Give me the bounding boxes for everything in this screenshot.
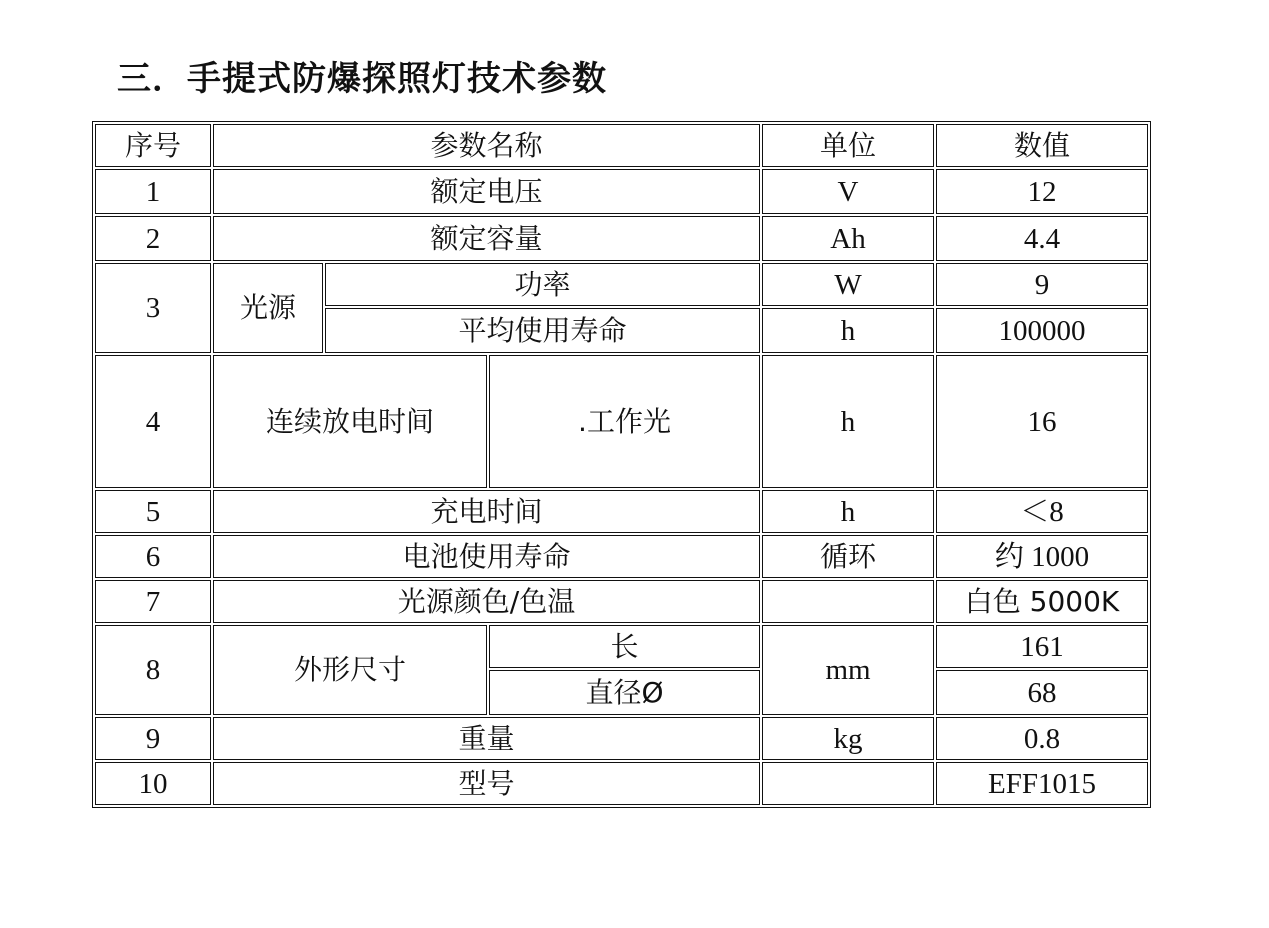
row-name: 额定容量 (213, 216, 760, 261)
row-index: 8 (95, 625, 211, 715)
row-sub-name: 长 (489, 625, 760, 668)
row-sub-name: 直径Ø (489, 670, 760, 715)
row-value: 约 1000 (936, 535, 1148, 578)
row-index: 5 (95, 490, 211, 533)
row-value: 161 (936, 625, 1148, 668)
row-value: 12 (936, 169, 1148, 214)
row-unit: W (762, 263, 934, 306)
row-index: 3 (95, 263, 211, 353)
row-sub-name: 功率 (325, 263, 760, 306)
row-index: 10 (95, 762, 211, 805)
row-unit: 循环 (762, 535, 934, 578)
table-row (95, 216, 1148, 261)
header-value: 数值 (936, 124, 1148, 167)
row-name: 额定电压 (213, 169, 760, 214)
row-value: EFF1015 (936, 762, 1148, 805)
row-unit: h (762, 308, 934, 353)
header-unit: 单位 (762, 124, 934, 167)
row-unit: Ah (762, 216, 934, 261)
row-name: 充电时间 (213, 490, 760, 533)
table-row (95, 490, 1148, 533)
row-value: 白色 5000K (936, 580, 1148, 623)
row-value: 16 (936, 355, 1148, 488)
row-value: 100000 (936, 308, 1148, 353)
row-index: 9 (95, 717, 211, 760)
table-row (95, 169, 1148, 214)
row-group-label: 外形尺寸 (213, 625, 487, 715)
row-value: 9 (936, 263, 1148, 306)
row-name: 连续放电时间 (213, 355, 487, 488)
row-value: 4.4 (936, 216, 1148, 261)
row-value: 0.8 (936, 717, 1148, 760)
row-value: 68 (936, 670, 1148, 715)
row-unit: h (762, 355, 934, 488)
row-unit (762, 762, 934, 805)
document-title: 三．手提式防爆探照灯技术参数 (117, 59, 607, 99)
row-sub-name: .工作光 (489, 355, 760, 488)
table-row (95, 580, 1148, 623)
table-row (95, 762, 1148, 805)
table-row (95, 263, 1148, 306)
row-group-label: 光源 (213, 263, 323, 353)
row-index: 2 (95, 216, 211, 261)
row-unit: kg (762, 717, 934, 760)
row-sub-name: 平均使用寿命 (325, 308, 760, 353)
table-header-row (95, 124, 1148, 167)
row-unit: mm (762, 625, 934, 715)
row-name: 电池使用寿命 (213, 535, 760, 578)
row-unit: V (762, 169, 934, 214)
row-index: 1 (95, 169, 211, 214)
row-index: 4 (95, 355, 211, 488)
table-row (95, 535, 1148, 578)
row-index: 6 (95, 535, 211, 578)
row-name: 型号 (213, 762, 760, 805)
table-row (95, 625, 1148, 668)
header-index: 序号 (95, 124, 211, 167)
row-unit (762, 580, 934, 623)
row-index: 7 (95, 580, 211, 623)
row-value: ＜8 (936, 490, 1148, 533)
table-row (95, 355, 1148, 488)
parameter-table (92, 121, 1151, 808)
table-row (95, 717, 1148, 760)
header-name: 参数名称 (213, 124, 760, 167)
row-name: 重量 (213, 717, 760, 760)
row-name: 光源颜色/色温 (213, 580, 760, 623)
row-unit: h (762, 490, 934, 533)
